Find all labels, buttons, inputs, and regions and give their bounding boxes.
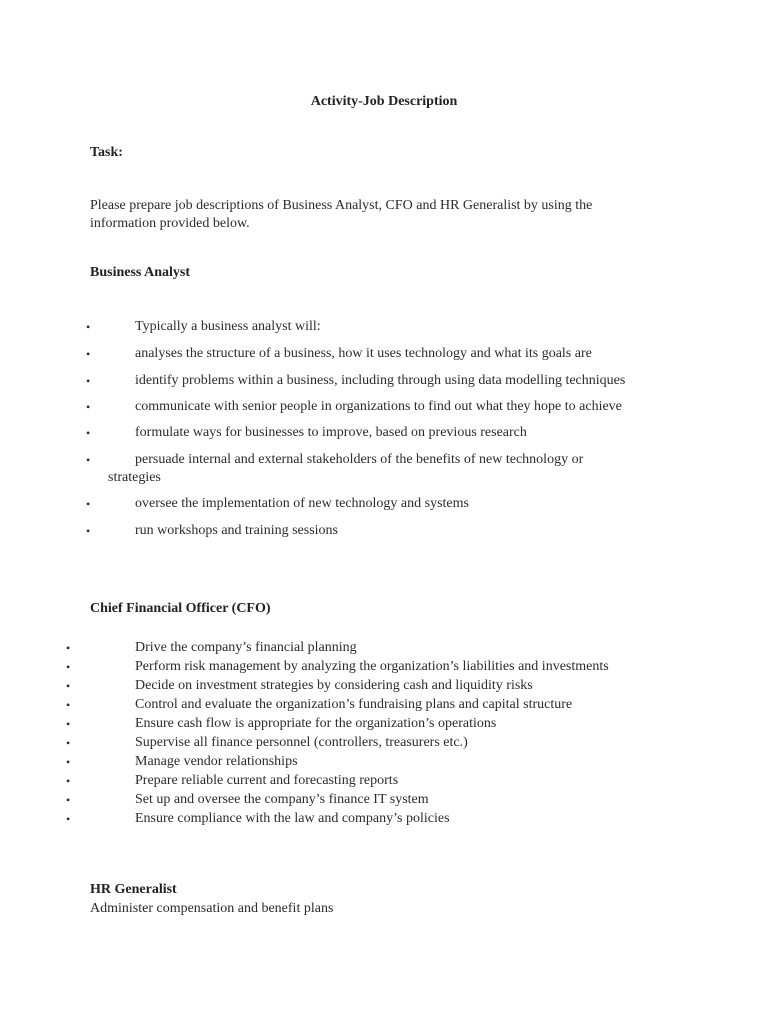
list-item-text: Control and evaluate the organization’s fundraising plans and capital structure bbox=[135, 697, 573, 712]
bullet-icon: • bbox=[86, 347, 91, 361]
bullet-icon: • bbox=[66, 774, 71, 788]
list-item bbox=[0, 372, 768, 390]
list-item bbox=[0, 791, 768, 809]
list-item-text: persuade internal and external stakeholders of the benefits of new technology or bbox=[135, 452, 584, 467]
document-title: Activity-Job Description bbox=[310, 94, 458, 109]
bullet-icon: • bbox=[66, 793, 71, 807]
bullet-icon: • bbox=[86, 426, 91, 440]
list-item-text: formulate ways for businesses to improve, based on previous research bbox=[135, 425, 527, 440]
bullet-icon: • bbox=[66, 812, 71, 826]
list-item-text: communicate with senior people in organizations to find out what they hope to achieve bbox=[135, 399, 622, 414]
section-heading-business-analyst: Business Analyst bbox=[90, 265, 190, 280]
bullet-icon: • bbox=[66, 717, 71, 731]
list-item-text: Decide on investment strategies by considering cash and liquidity risks bbox=[135, 678, 533, 693]
list-item bbox=[0, 734, 768, 752]
list-item bbox=[0, 715, 768, 733]
bullet-icon: • bbox=[86, 453, 91, 467]
list-item bbox=[0, 696, 768, 714]
task-instructions: Please prepare job descriptions of Business Analyst, CFO and HR Generalist by using the information provided below. bbox=[90, 198, 593, 231]
list-item-text: Prepare reliable current and forecasting reports bbox=[135, 773, 399, 788]
list-item-text: Perform risk management by analyzing the organization’s liabilities and investments bbox=[135, 659, 609, 674]
list-item-text: oversee the implementation of new technology and systems bbox=[135, 496, 469, 511]
list-item-text-continuation: strategies bbox=[108, 470, 161, 485]
list-item bbox=[0, 810, 768, 828]
list-item bbox=[0, 495, 768, 513]
bullet-icon: • bbox=[66, 755, 71, 769]
bullet-icon: • bbox=[66, 641, 71, 655]
bullet-icon: • bbox=[66, 698, 71, 712]
list-item bbox=[0, 522, 768, 540]
list-item bbox=[0, 345, 768, 363]
task-label: Task: bbox=[90, 145, 123, 160]
list-item-text: Drive the company’s financial planning bbox=[135, 640, 357, 655]
list-item-text: Ensure cash flow is appropriate for the organization’s operations bbox=[135, 716, 497, 731]
list-item-text: analyses the structure of a business, how it uses technology and what its goals are bbox=[135, 346, 592, 361]
list-item-text: Manage vendor relationships bbox=[135, 754, 298, 769]
list-item-text: Ensure compliance with the law and company’s policies bbox=[135, 811, 450, 826]
bullet-icon: • bbox=[86, 497, 91, 511]
bullet-icon: • bbox=[86, 374, 91, 388]
hr-first-duty: Administer compensation and benefit plans bbox=[90, 901, 334, 916]
list-item bbox=[0, 677, 768, 695]
list-item-text: Supervise all finance personnel (controllers, treasurers etc.) bbox=[135, 735, 468, 750]
section-heading-hr-generalist: HR Generalist bbox=[90, 882, 177, 897]
bullet-icon: • bbox=[66, 679, 71, 693]
bullet-icon: • bbox=[86, 400, 91, 414]
list-item bbox=[0, 424, 768, 442]
bullet-icon: • bbox=[66, 736, 71, 750]
list-item-text: identify problems within a business, including through using data modelling techniques bbox=[135, 373, 626, 388]
list-item bbox=[0, 658, 768, 676]
list-item bbox=[0, 639, 768, 657]
list-item-text: run workshops and training sessions bbox=[135, 523, 338, 538]
list-item bbox=[0, 753, 768, 771]
bullet-icon: • bbox=[86, 320, 91, 334]
bullet-icon: • bbox=[86, 524, 91, 538]
list-item bbox=[0, 451, 768, 487]
section-heading-cfo: Chief Financial Officer (CFO) bbox=[90, 601, 271, 616]
bullet-icon: • bbox=[66, 660, 71, 674]
list-item bbox=[0, 318, 768, 336]
list-item-text: Set up and oversee the company’s finance IT system bbox=[135, 792, 429, 807]
list-item-text: Typically a business analyst will: bbox=[135, 319, 321, 334]
list-item bbox=[0, 772, 768, 790]
list-item bbox=[0, 398, 768, 416]
